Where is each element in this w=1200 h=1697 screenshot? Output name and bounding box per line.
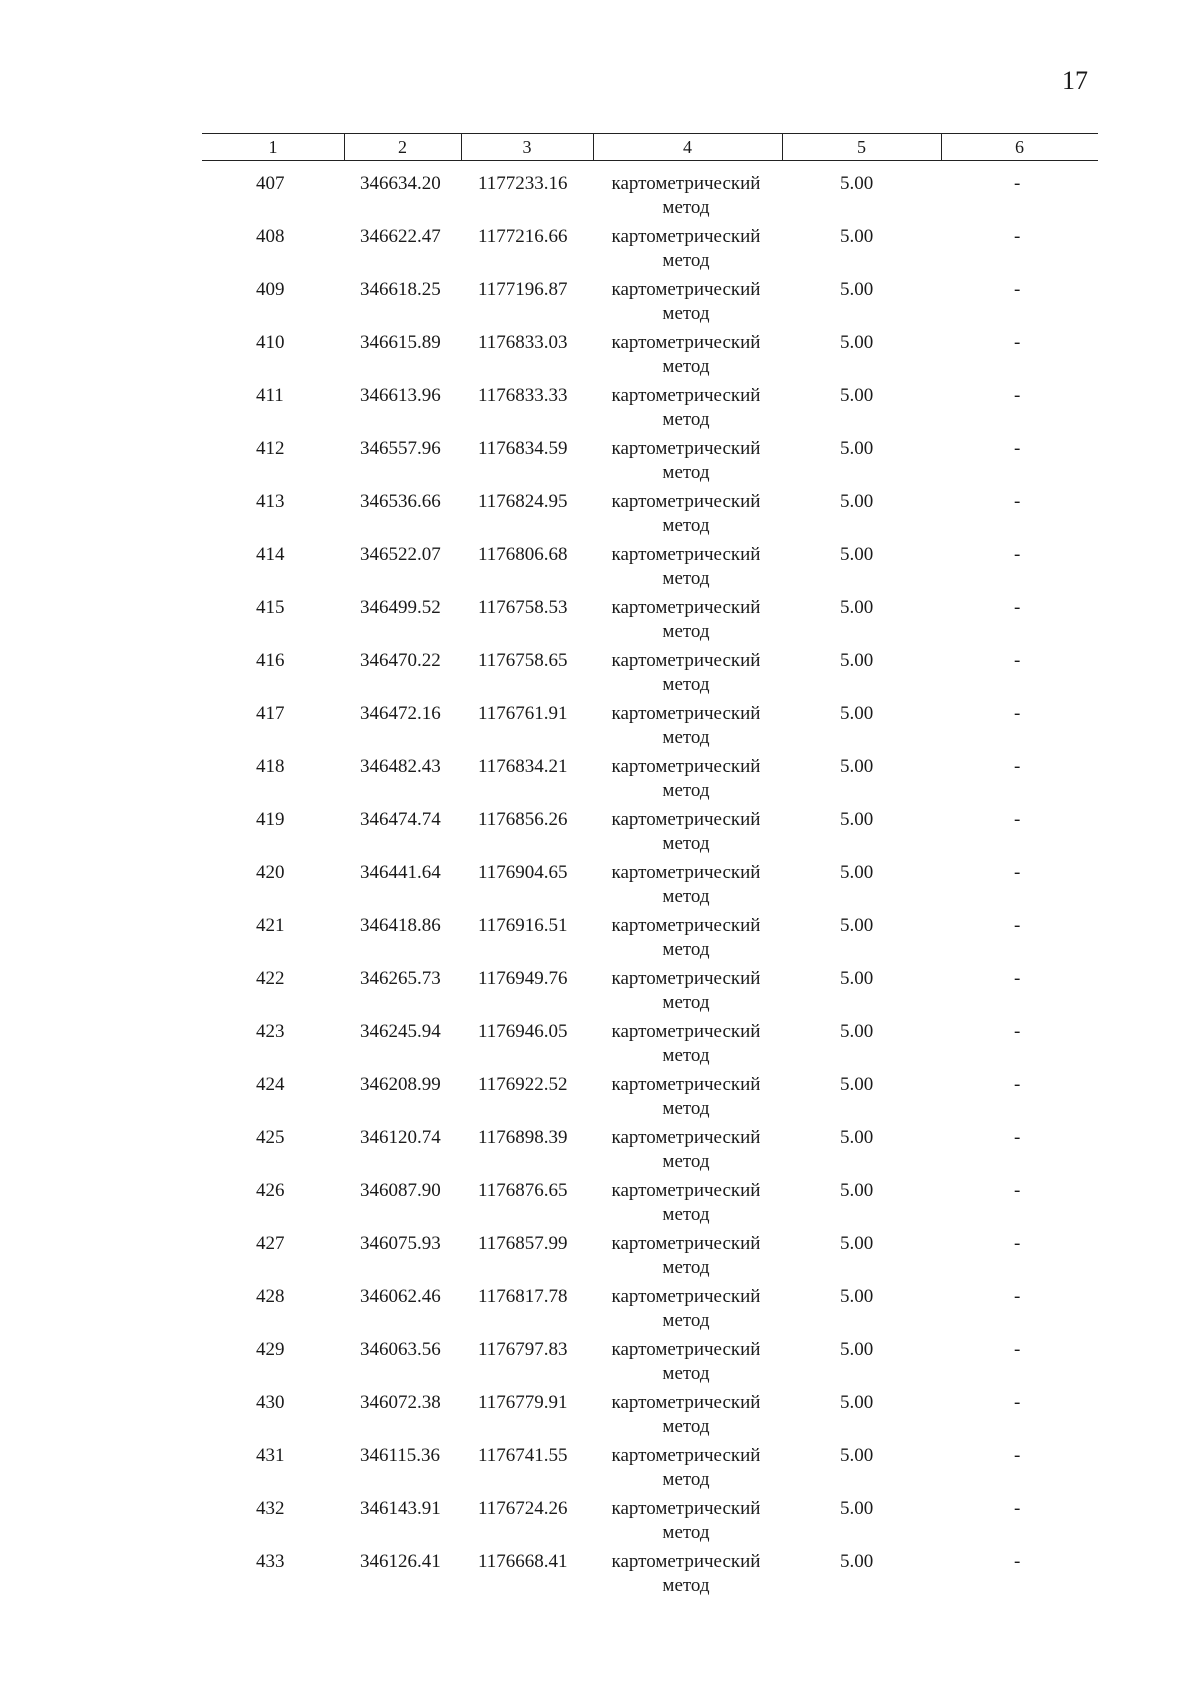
- note-value: -: [1014, 756, 1021, 777]
- accuracy-value: 5.00: [840, 226, 874, 247]
- coordinate-y: 1176758.53: [478, 597, 568, 618]
- coordinate-y: 1176949.76: [478, 968, 568, 989]
- table-row: [0, 331, 1200, 384]
- coordinate-x: 346265.73: [360, 968, 441, 989]
- coordinate-x: 346063.56: [360, 1339, 441, 1360]
- table-row: [0, 914, 1200, 967]
- coordinate-x: 346115.36: [360, 1445, 441, 1466]
- point-number: 430: [256, 1392, 285, 1413]
- accuracy-value: 5.00: [840, 279, 874, 300]
- page-number: 17: [1062, 66, 1088, 95]
- table-header: [202, 133, 1098, 161]
- accuracy-value: 5.00: [840, 173, 874, 194]
- note-value: -: [1014, 1339, 1021, 1360]
- point-number: 411: [256, 385, 284, 406]
- note-value: -: [1014, 1445, 1021, 1466]
- coordinate-y: 1176724.26: [478, 1498, 568, 1519]
- coordinate-x: 346418.86: [360, 915, 441, 936]
- table-row: [0, 755, 1200, 808]
- note-value: -: [1014, 1127, 1021, 1148]
- coordinate-y: 1176779.91: [478, 1392, 568, 1413]
- note-value: -: [1014, 1551, 1021, 1572]
- note-value: -: [1014, 1233, 1021, 1254]
- table-row: [0, 861, 1200, 914]
- point-number: 426: [256, 1180, 285, 1201]
- determination-method: картометрический метод: [611, 1498, 761, 1543]
- table-row: [0, 1073, 1200, 1126]
- determination-method: картометрический метод: [611, 544, 761, 589]
- table-row: [0, 1285, 1200, 1338]
- determination-method: картометрический метод: [611, 1074, 761, 1119]
- coordinate-y: 1176668.41: [478, 1551, 568, 1572]
- point-number: 413: [256, 491, 285, 512]
- coordinate-y: 1176824.95: [478, 491, 568, 512]
- table-row: [0, 596, 1200, 649]
- note-value: -: [1014, 385, 1021, 406]
- coordinate-y: 1176916.51: [478, 915, 568, 936]
- coordinate-y: 1177233.16: [478, 173, 568, 194]
- determination-method: картометрический метод: [611, 809, 761, 854]
- point-number: 415: [256, 597, 285, 618]
- determination-method: картометрический метод: [611, 332, 761, 377]
- table-row: [0, 278, 1200, 331]
- coordinate-x: 346072.38: [360, 1392, 441, 1413]
- table-row: [0, 1179, 1200, 1232]
- determination-method: картометрический метод: [611, 1445, 761, 1490]
- table-row: [0, 543, 1200, 596]
- accuracy-value: 5.00: [840, 491, 874, 512]
- table-row: [0, 1444, 1200, 1497]
- coordinate-y: 1176741.55: [478, 1445, 568, 1466]
- column-header-4: 4: [683, 137, 692, 157]
- coordinate-x: 346634.20: [360, 173, 441, 194]
- determination-method: картометрический метод: [611, 1286, 761, 1331]
- note-value: -: [1014, 1392, 1021, 1413]
- table-row: [0, 1126, 1200, 1179]
- coordinate-x: 346120.74: [360, 1127, 441, 1148]
- table-row: [0, 490, 1200, 543]
- accuracy-value: 5.00: [840, 1339, 874, 1360]
- note-value: -: [1014, 332, 1021, 353]
- accuracy-value: 5.00: [840, 1074, 874, 1095]
- point-number: 432: [256, 1498, 285, 1519]
- accuracy-value: 5.00: [840, 1233, 874, 1254]
- note-value: -: [1014, 915, 1021, 936]
- determination-method: картометрический метод: [611, 1339, 761, 1384]
- accuracy-value: 5.00: [840, 1286, 874, 1307]
- note-value: -: [1014, 1074, 1021, 1095]
- coordinate-x: 346472.16: [360, 703, 441, 724]
- point-number: 428: [256, 1286, 285, 1307]
- table-row: [0, 1232, 1200, 1285]
- point-number: 424: [256, 1074, 285, 1095]
- note-value: -: [1014, 173, 1021, 194]
- coordinate-y: 1176857.99: [478, 1233, 568, 1254]
- column-header-3: 3: [522, 137, 532, 157]
- point-number: 425: [256, 1127, 285, 1148]
- determination-method: картометрический метод: [611, 862, 761, 907]
- point-number: 408: [256, 226, 285, 247]
- coordinate-y: 1176833.33: [478, 385, 568, 406]
- determination-method: картометрический метод: [611, 385, 761, 430]
- coordinate-x: 346470.22: [360, 650, 441, 671]
- note-value: -: [1014, 1180, 1021, 1201]
- note-value: -: [1014, 226, 1021, 247]
- point-number: 410: [256, 332, 285, 353]
- point-number: 414: [256, 544, 285, 565]
- determination-method: картометрический метод: [611, 1127, 761, 1172]
- coordinate-y: 1176834.59: [478, 438, 568, 459]
- note-value: -: [1014, 491, 1021, 512]
- coordinate-x: 346441.64: [360, 862, 441, 883]
- accuracy-value: 5.00: [840, 809, 874, 830]
- coordinate-x: 346474.74: [360, 809, 441, 830]
- point-number: 433: [256, 1551, 285, 1572]
- coordinate-y: 1176761.91: [478, 703, 568, 724]
- determination-method: картометрический метод: [611, 491, 761, 536]
- table-row: [0, 437, 1200, 490]
- column-header-1: 1: [268, 137, 278, 157]
- point-number: 423: [256, 1021, 285, 1042]
- coordinate-x: 346557.96: [360, 438, 441, 459]
- accuracy-value: 5.00: [840, 1498, 874, 1519]
- accuracy-value: 5.00: [840, 1180, 874, 1201]
- point-number: 417: [256, 703, 285, 724]
- accuracy-value: 5.00: [840, 1127, 874, 1148]
- accuracy-value: 5.00: [840, 1392, 874, 1413]
- point-number: 409: [256, 279, 285, 300]
- column-header-6: 6: [1015, 137, 1024, 157]
- table-row: [0, 967, 1200, 1020]
- table-row: [0, 808, 1200, 861]
- determination-method: картометрический метод: [611, 279, 761, 324]
- determination-method: картометрический метод: [611, 597, 761, 642]
- note-value: -: [1014, 968, 1021, 989]
- coordinate-y: 1176758.65: [478, 650, 568, 671]
- table-row: [0, 1338, 1200, 1391]
- determination-method: картометрический метод: [611, 650, 761, 695]
- determination-method: картометрический метод: [611, 438, 761, 483]
- table-row: [0, 225, 1200, 278]
- determination-method: картометрический метод: [611, 915, 761, 960]
- coordinate-y: 1176946.05: [478, 1021, 568, 1042]
- table-body: [0, 172, 1200, 1603]
- point-number: 419: [256, 809, 285, 830]
- coordinate-x: 346618.25: [360, 279, 441, 300]
- coordinate-x: 346208.99: [360, 1074, 441, 1095]
- determination-method: картометрический метод: [611, 1021, 761, 1066]
- accuracy-value: 5.00: [840, 1445, 874, 1466]
- accuracy-value: 5.00: [840, 385, 874, 406]
- note-value: -: [1014, 1021, 1021, 1042]
- coordinate-y: 1176856.26: [478, 809, 568, 830]
- coordinate-x: 346613.96: [360, 385, 441, 406]
- point-number: 427: [256, 1233, 285, 1254]
- accuracy-value: 5.00: [840, 438, 874, 459]
- coordinate-y: 1177216.66: [478, 226, 568, 247]
- coordinate-x: 346075.93: [360, 1233, 441, 1254]
- table-row: [0, 649, 1200, 702]
- point-number: 416: [256, 650, 285, 671]
- determination-method: картометрический метод: [611, 703, 761, 748]
- note-value: -: [1014, 279, 1021, 300]
- coordinate-x: 346126.41: [360, 1551, 441, 1572]
- table-row: [0, 384, 1200, 437]
- accuracy-value: 5.00: [840, 597, 874, 618]
- accuracy-value: 5.00: [840, 1021, 874, 1042]
- coordinate-y: 1176876.65: [478, 1180, 568, 1201]
- accuracy-value: 5.00: [840, 968, 874, 989]
- coordinate-x: 346536.66: [360, 491, 441, 512]
- table-row: [0, 1020, 1200, 1073]
- column-header-5: 5: [857, 137, 866, 157]
- coordinate-x: 346143.91: [360, 1498, 441, 1519]
- coordinate-x: 346522.07: [360, 544, 441, 565]
- coordinate-y: 1176898.39: [478, 1127, 568, 1148]
- note-value: -: [1014, 1286, 1021, 1307]
- coordinate-x: 346062.46: [360, 1286, 441, 1307]
- determination-method: картометрический метод: [611, 756, 761, 801]
- coordinate-y: 1176833.03: [478, 332, 568, 353]
- point-number: 422: [256, 968, 285, 989]
- coordinate-x: 346622.47: [360, 226, 441, 247]
- accuracy-value: 5.00: [840, 332, 874, 353]
- coordinate-x: 346245.94: [360, 1021, 441, 1042]
- note-value: -: [1014, 862, 1021, 883]
- note-value: -: [1014, 703, 1021, 724]
- determination-method: картометрический метод: [611, 1233, 761, 1278]
- table-row: [0, 702, 1200, 755]
- coordinate-x: 346087.90: [360, 1180, 441, 1201]
- coordinate-x: 346482.43: [360, 756, 441, 777]
- accuracy-value: 5.00: [840, 650, 874, 671]
- determination-method: картометрический метод: [611, 1551, 761, 1596]
- point-number: 412: [256, 438, 285, 459]
- note-value: -: [1014, 544, 1021, 565]
- note-value: -: [1014, 438, 1021, 459]
- note-value: -: [1014, 809, 1021, 830]
- determination-method: картометрический метод: [611, 1180, 761, 1225]
- point-number: 418: [256, 756, 285, 777]
- point-number: 407: [256, 173, 285, 194]
- accuracy-value: 5.00: [840, 915, 874, 936]
- accuracy-value: 5.00: [840, 756, 874, 777]
- table-row: [0, 1391, 1200, 1444]
- coordinate-y: 1176797.83: [478, 1339, 568, 1360]
- determination-method: картометрический метод: [611, 968, 761, 1013]
- point-number: 421: [256, 915, 285, 936]
- determination-method: картометрический метод: [611, 173, 761, 218]
- table-row: [0, 172, 1200, 225]
- coordinate-y: 1176806.68: [478, 544, 568, 565]
- note-value: -: [1014, 1498, 1021, 1519]
- coordinate-y: 1177196.87: [478, 279, 568, 300]
- coordinate-y: 1176922.52: [478, 1074, 568, 1095]
- determination-method: картометрический метод: [611, 1392, 761, 1437]
- determination-method: картометрический метод: [611, 226, 761, 271]
- note-value: -: [1014, 597, 1021, 618]
- accuracy-value: 5.00: [840, 862, 874, 883]
- coordinate-x: 346615.89: [360, 332, 441, 353]
- coordinate-y: 1176904.65: [478, 862, 568, 883]
- coordinate-y: 1176817.78: [478, 1286, 568, 1307]
- point-number: 420: [256, 862, 285, 883]
- table-row: [0, 1550, 1200, 1603]
- coordinate-y: 1176834.21: [478, 756, 568, 777]
- accuracy-value: 5.00: [840, 1551, 874, 1572]
- point-number: 429: [256, 1339, 285, 1360]
- accuracy-value: 5.00: [840, 544, 874, 565]
- note-value: -: [1014, 650, 1021, 671]
- point-number: 431: [256, 1445, 285, 1466]
- column-header-2: 2: [398, 137, 407, 157]
- accuracy-value: 5.00: [840, 703, 874, 724]
- table-row: [0, 1497, 1200, 1550]
- coordinate-x: 346499.52: [360, 597, 441, 618]
